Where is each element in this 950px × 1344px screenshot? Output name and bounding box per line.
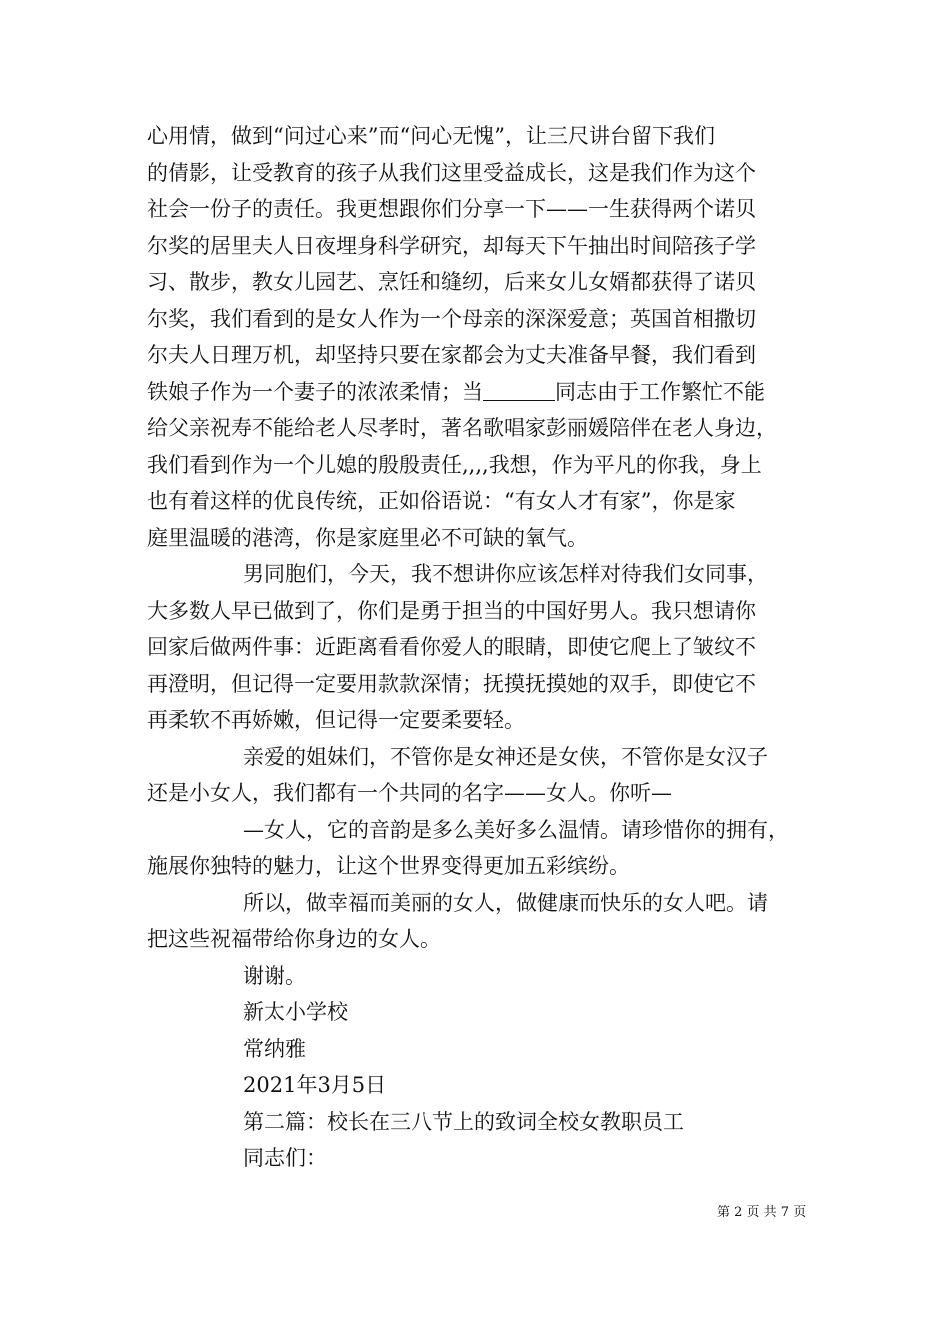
text-line: 大多数人早已做到了，你们是勇于担当的中国好男人。我只想请你 [147,598,756,623]
text-line: 社会一份子的责任。我更想跟你们分享一下——一生获得两个诺贝 [147,197,756,221]
text-line: 再柔软不再娇嫩，但记得一定要柔要轻。 [147,708,525,732]
signature-date: 2021年3月5日 [243,1073,387,1097]
text-line: 还是小女人，我们都有一个共同的名字——女人。你听— [147,781,672,805]
text-line: 尔奖，我们看到的是女人作为一个母亲的深深爱意；英国首相撒切 [147,306,756,331]
text-line: 所以，做幸福而美丽的女人，做健康而快乐的女人吧。请 [243,890,768,915]
text-line: 再澄明，但记得一定要用款款深情；抚摸抚摸她的双手，即使它不 [147,671,756,696]
text-line: 我们看到作为一个儿媳的殷殷责任,,,,我想，作为平凡的你我，身上 [147,452,762,477]
text-line: 亲爱的姐妹们，不管你是女神还是女侠，不管你是女汉子 [243,744,768,769]
salutation: 同志们： [243,1146,327,1170]
text-line: 给父亲祝寿不能给老人尽孝时，著名歌唱家彭丽媛陪伴在老人身边， [147,416,777,440]
signature-name: 常纳雅 [243,1036,306,1061]
text-line: 的倩影，让受教育的孩子从我们这里受益成长，这是我们作为这个 [147,160,756,185]
text-line: 尔奖的居里夫人日夜埋身科学研究，却每天下午抽出时间陪孩子学 [147,233,756,258]
text-line: 心用情，做到“问过心来”而“问心无愧”，让三尺讲台留下我们 [147,124,715,148]
signature-school: 新太小学校 [243,1000,348,1024]
text-line: 把这些祝福带给你身边的女人。 [147,927,441,951]
text-line: 也有着这样的优良传统，正如俗语说：“有女人才有家”，你是家 [147,489,736,513]
closing-thanks: 谢谢。 [243,963,306,988]
text-line: —女人，它的音韵是多么美好多么温情。请珍惜你的拥有， [243,817,789,842]
document-body [147,118,827,1177]
section-heading: 第二篇：校长在三八节上的致词全校女教职员工 [243,1109,684,1134]
text-line: 尔夫人日理万机，却坚持只要在家都会为丈夫准备早餐，我们看到 [147,343,756,367]
page-number: 第 2 页 共 7 页 [717,1205,807,1220]
text-line: 回家后做两件事：近距离看看你爱人的眼睛，即使它爬上了皱纹不 [147,635,756,659]
text-line: 男同胞们，今天，我不想讲你应该怎样对待我们女同事， [243,562,768,586]
text-line: 庭里温暖的港湾，你是家庭里必不可缺的氧气。 [147,525,588,550]
text-segment: 铁娘子作为一个妻子的浓浓柔情；当 [147,379,483,404]
fill-in-blank [483,378,555,401]
text-segment: 同志由于工作繁忙不能 [555,379,765,404]
text-line: 习、散步，教女儿园艺、烹饪和缝纫，后来女儿女婿都获得了诺贝 [147,270,756,294]
text-line: 施展你独特的魅力，让这个世界变得更加五彩缤纷。 [147,854,630,878]
text-line [147,374,827,411]
